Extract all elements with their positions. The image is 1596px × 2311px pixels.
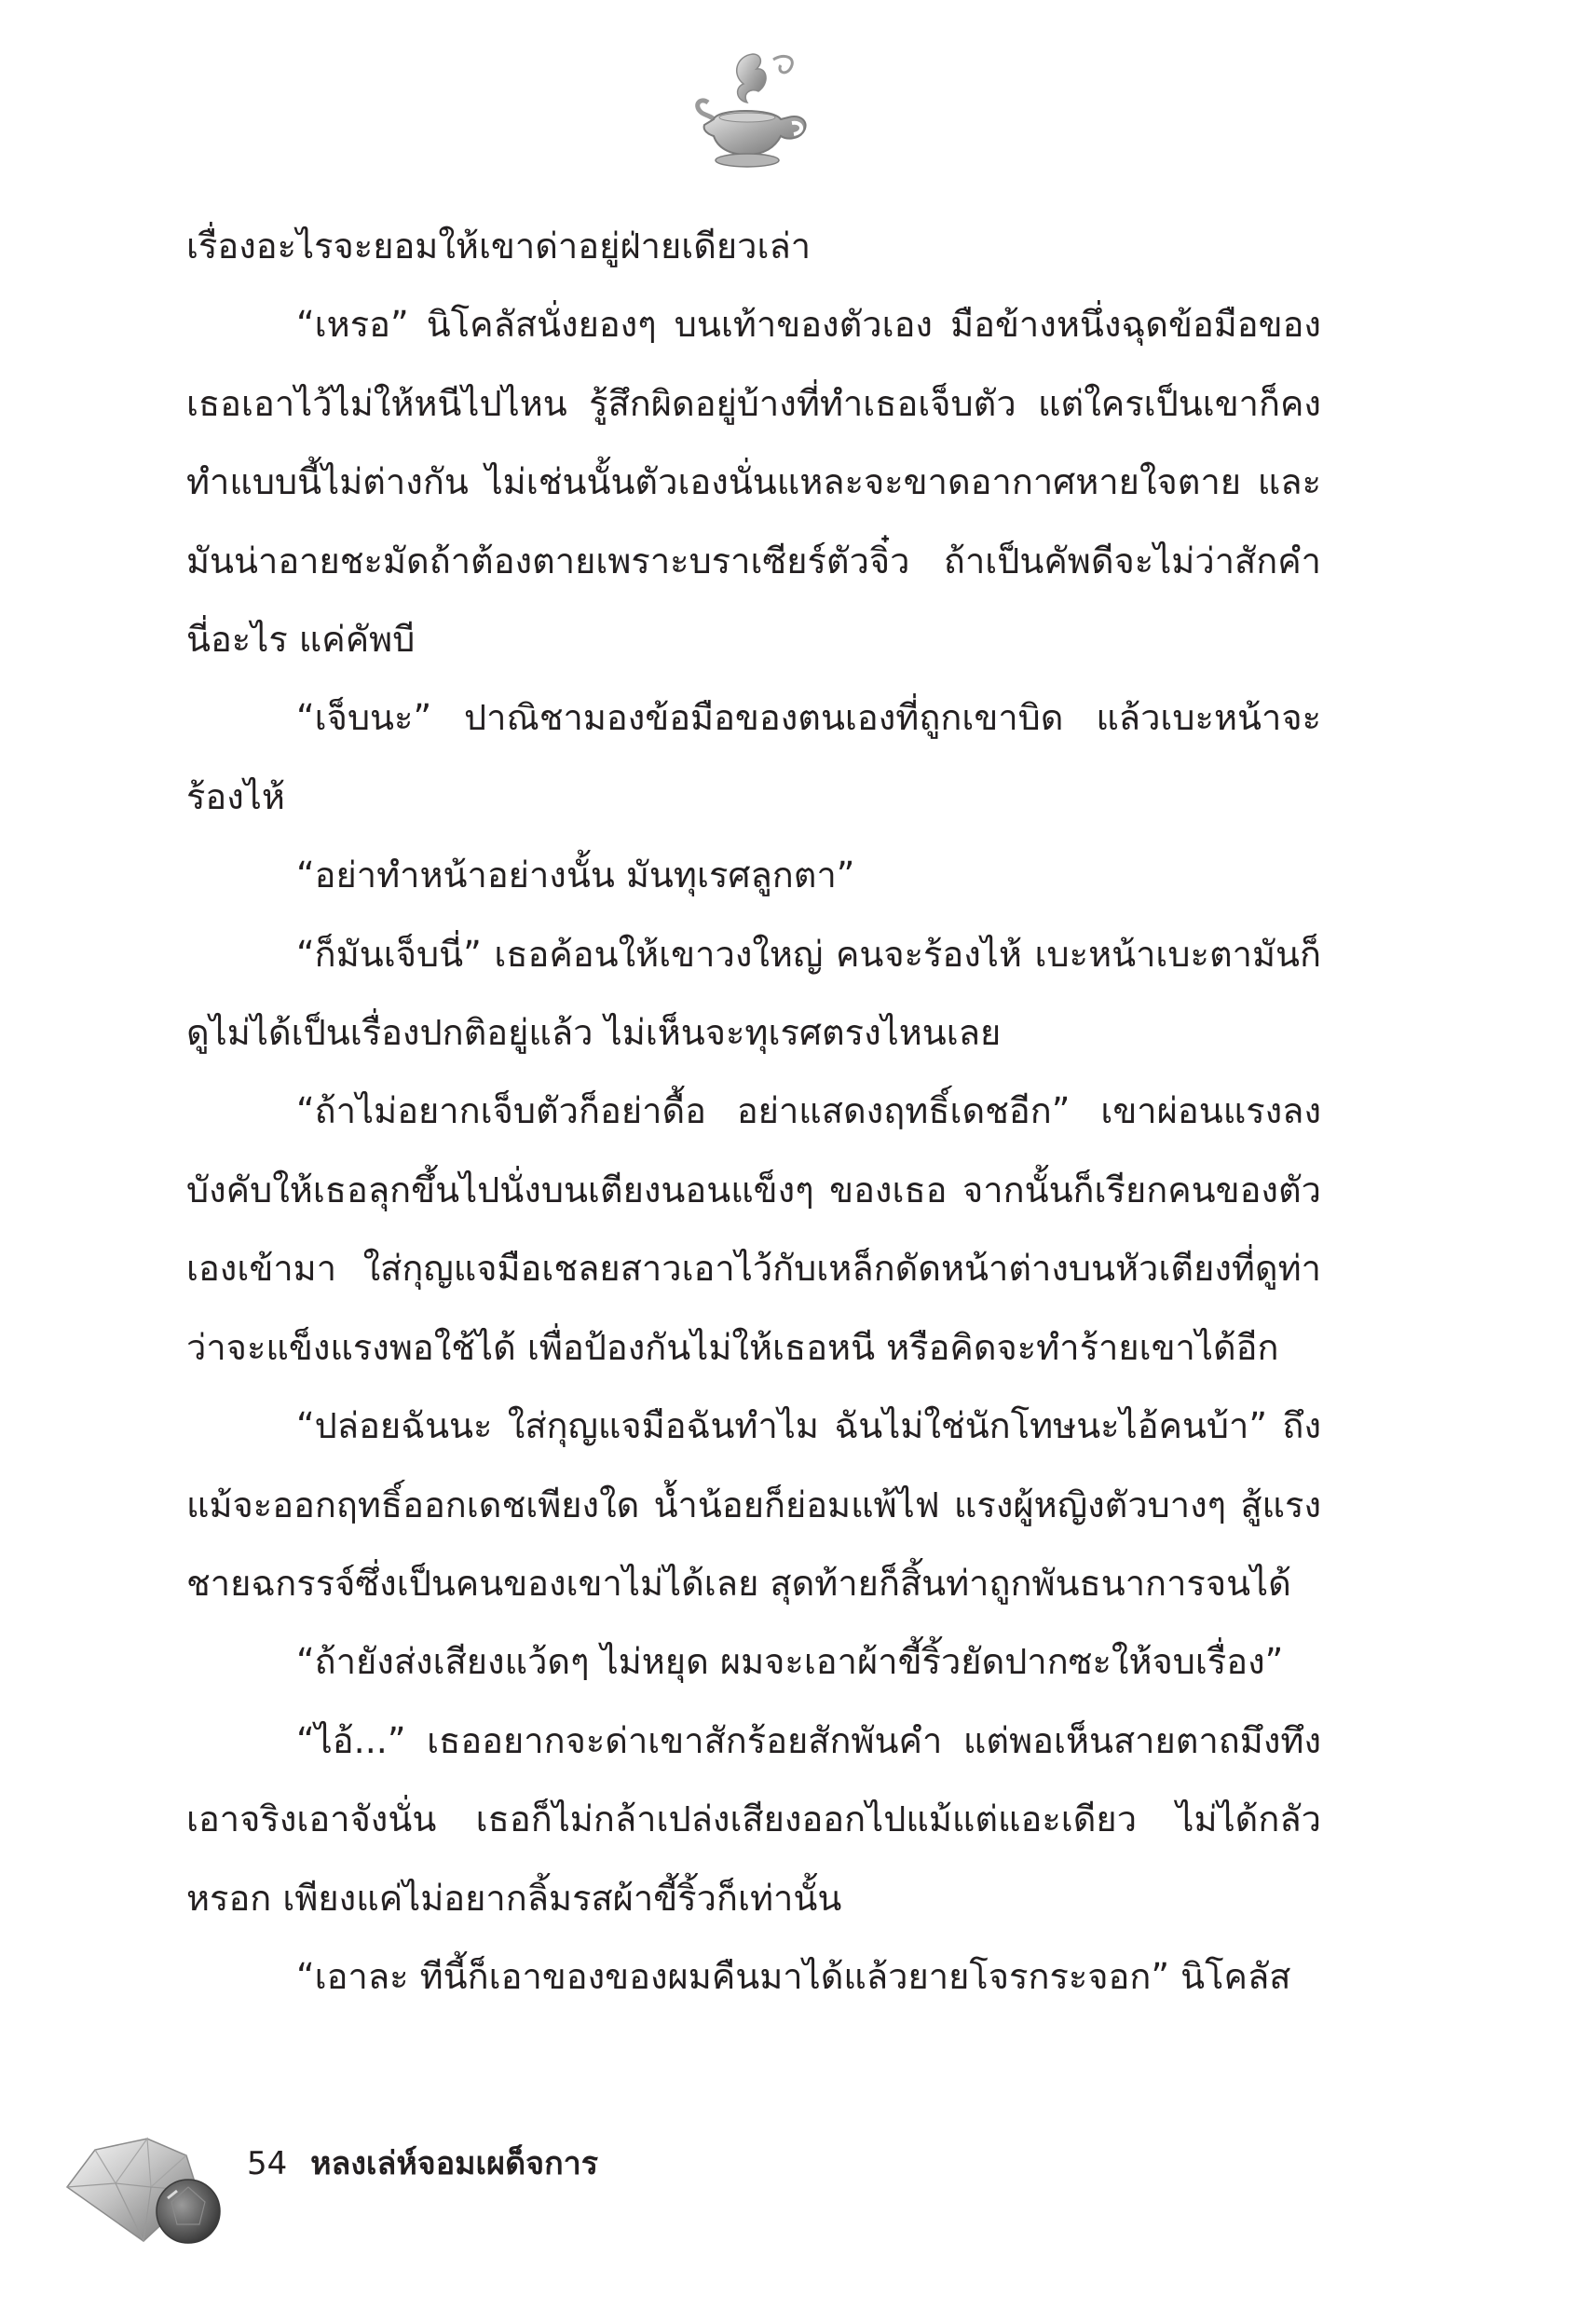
page-number: 54 xyxy=(247,2145,288,2182)
paragraph: “ถ้าไม่อยากเจ็บตัวก็อย่าดื้อ อย่าแสดงฤทธิ์เดชอีก” เขาผ่อนแรงลง บังคับให้เธอลุกขึ้นไปนั่งบนเตียงนอนแข็งๆ ของเธอ จากนั้นก็เรียกคนของตัวเองเข้ามา ใส่กุญแจมือเชลยสาวเอาไว้กับเหล็กดัดหน้าต่างบนหัวเตียงที่ดูท่าว่าจะแข็งแรงพอใช้ได้ เพื่อป้องกันไม่ให้เธอหนี หรือคิดจะทำร้ายเขาได้อีก xyxy=(186,1090,1321,1368)
paragraph: “ปล่อยฉันนะ ใส่กุญแจมือฉันทำไม ฉันไม่ใช่นักโทษนะไอ้คนบ้า” ถึงแม้จะออกฤทธิ์ออกเดชเพียงใด น้ำน้อยก็ย่อมแพ้ไฟ แรงผู้หญิงตัวบางๆ สู้แรงชายฉกรรจ์ซึ่งเป็นคนของเขาไม่ได้เลย สุดท้ายก็สิ้นท่าถูกพันธนาการจนได้ xyxy=(186,1405,1321,1604)
paragraph: “ก็มันเจ็บนี่” เธอค้อนให้เขาวงใหญ่ คนจะร้องไห้ เบะหน้าเบะตามันก็ดูไม่ได้เป็นเรื่องปกติอยู่แล้ว ไม่เห็นจะทุเรศตรงไหนเลย xyxy=(186,933,1321,1054)
paragraph: “เจ็บนะ” ปาณิชามองข้อมือของตนเองที่ถูกเขาบิด แล้วเบะหน้าจะร้องไห้ xyxy=(186,697,1321,817)
paragraph: “เอาละ ทีนี้ก็เอาของของผมคืนมาได้แล้วยายโจรกระจอก” นิโคลัส xyxy=(296,1955,1291,1997)
paragraph: เรื่องอะไรจะยอมให้เขาด่าอยู่ฝ่ายเดียวเล่า xyxy=(186,226,812,267)
paragraph: “ถ้ายังส่งเสียงแว้ดๆ ไม่หยุด ผมจะเอาผ้าขี้ริ้วยัดปากซะให้จบเรื่อง” xyxy=(296,1641,1284,1683)
diamond-icon xyxy=(58,2101,235,2250)
genie-lamp-icon xyxy=(680,47,820,177)
page-footer xyxy=(247,2145,598,2182)
paragraph: “เหรอ” นิโคลัสนั่งยองๆ บนเท้าของตัวเอง มือข้างหนึ่งฉุดข้อมือของเธอเอาไว้ไม่ให้หนีไปไหน รู้สึกผิดอยู่บ้างที่ทำเธอเจ็บตัว แต่ใครเป็นเขาก็คงทำแบบนี้ไม่ต่างกัน ไม่เช่นนั้นตัวเองนั่นแหละจะขาดอากาศหายใจตาย และมันน่าอายชะมัดถ้าต้องตายเพราะบราเซียร์ตัวจิ๋ว ถ้าเป็นคัพดีจะไม่ว่าสักคำ นี่อะไร แค่คัพบี xyxy=(186,304,1321,661)
paragraph: “ไอ้...” เธออยากจะด่าเขาสักร้อยสักพันคำ แต่พอเห็นสายตาถมึงทึงเอาจริงเอาจังนั่น เธอก็ไม่กล้าเปล่งเสียงออกไปแม้แต่แอะเดียว ไม่ได้กลัวหรอก เพียงแค่ไม่อยากลิ้มรสผ้าขี้ริ้วก็เท่านั้น xyxy=(186,1719,1321,1919)
body-text xyxy=(186,207,1321,2016)
book-title: หลงเล่ห์จอมเผด็จการ xyxy=(310,2145,599,2182)
paragraph: “อย่าทำหน้าอย่างนั้น มันทุเรศลูกตา” xyxy=(296,855,855,896)
